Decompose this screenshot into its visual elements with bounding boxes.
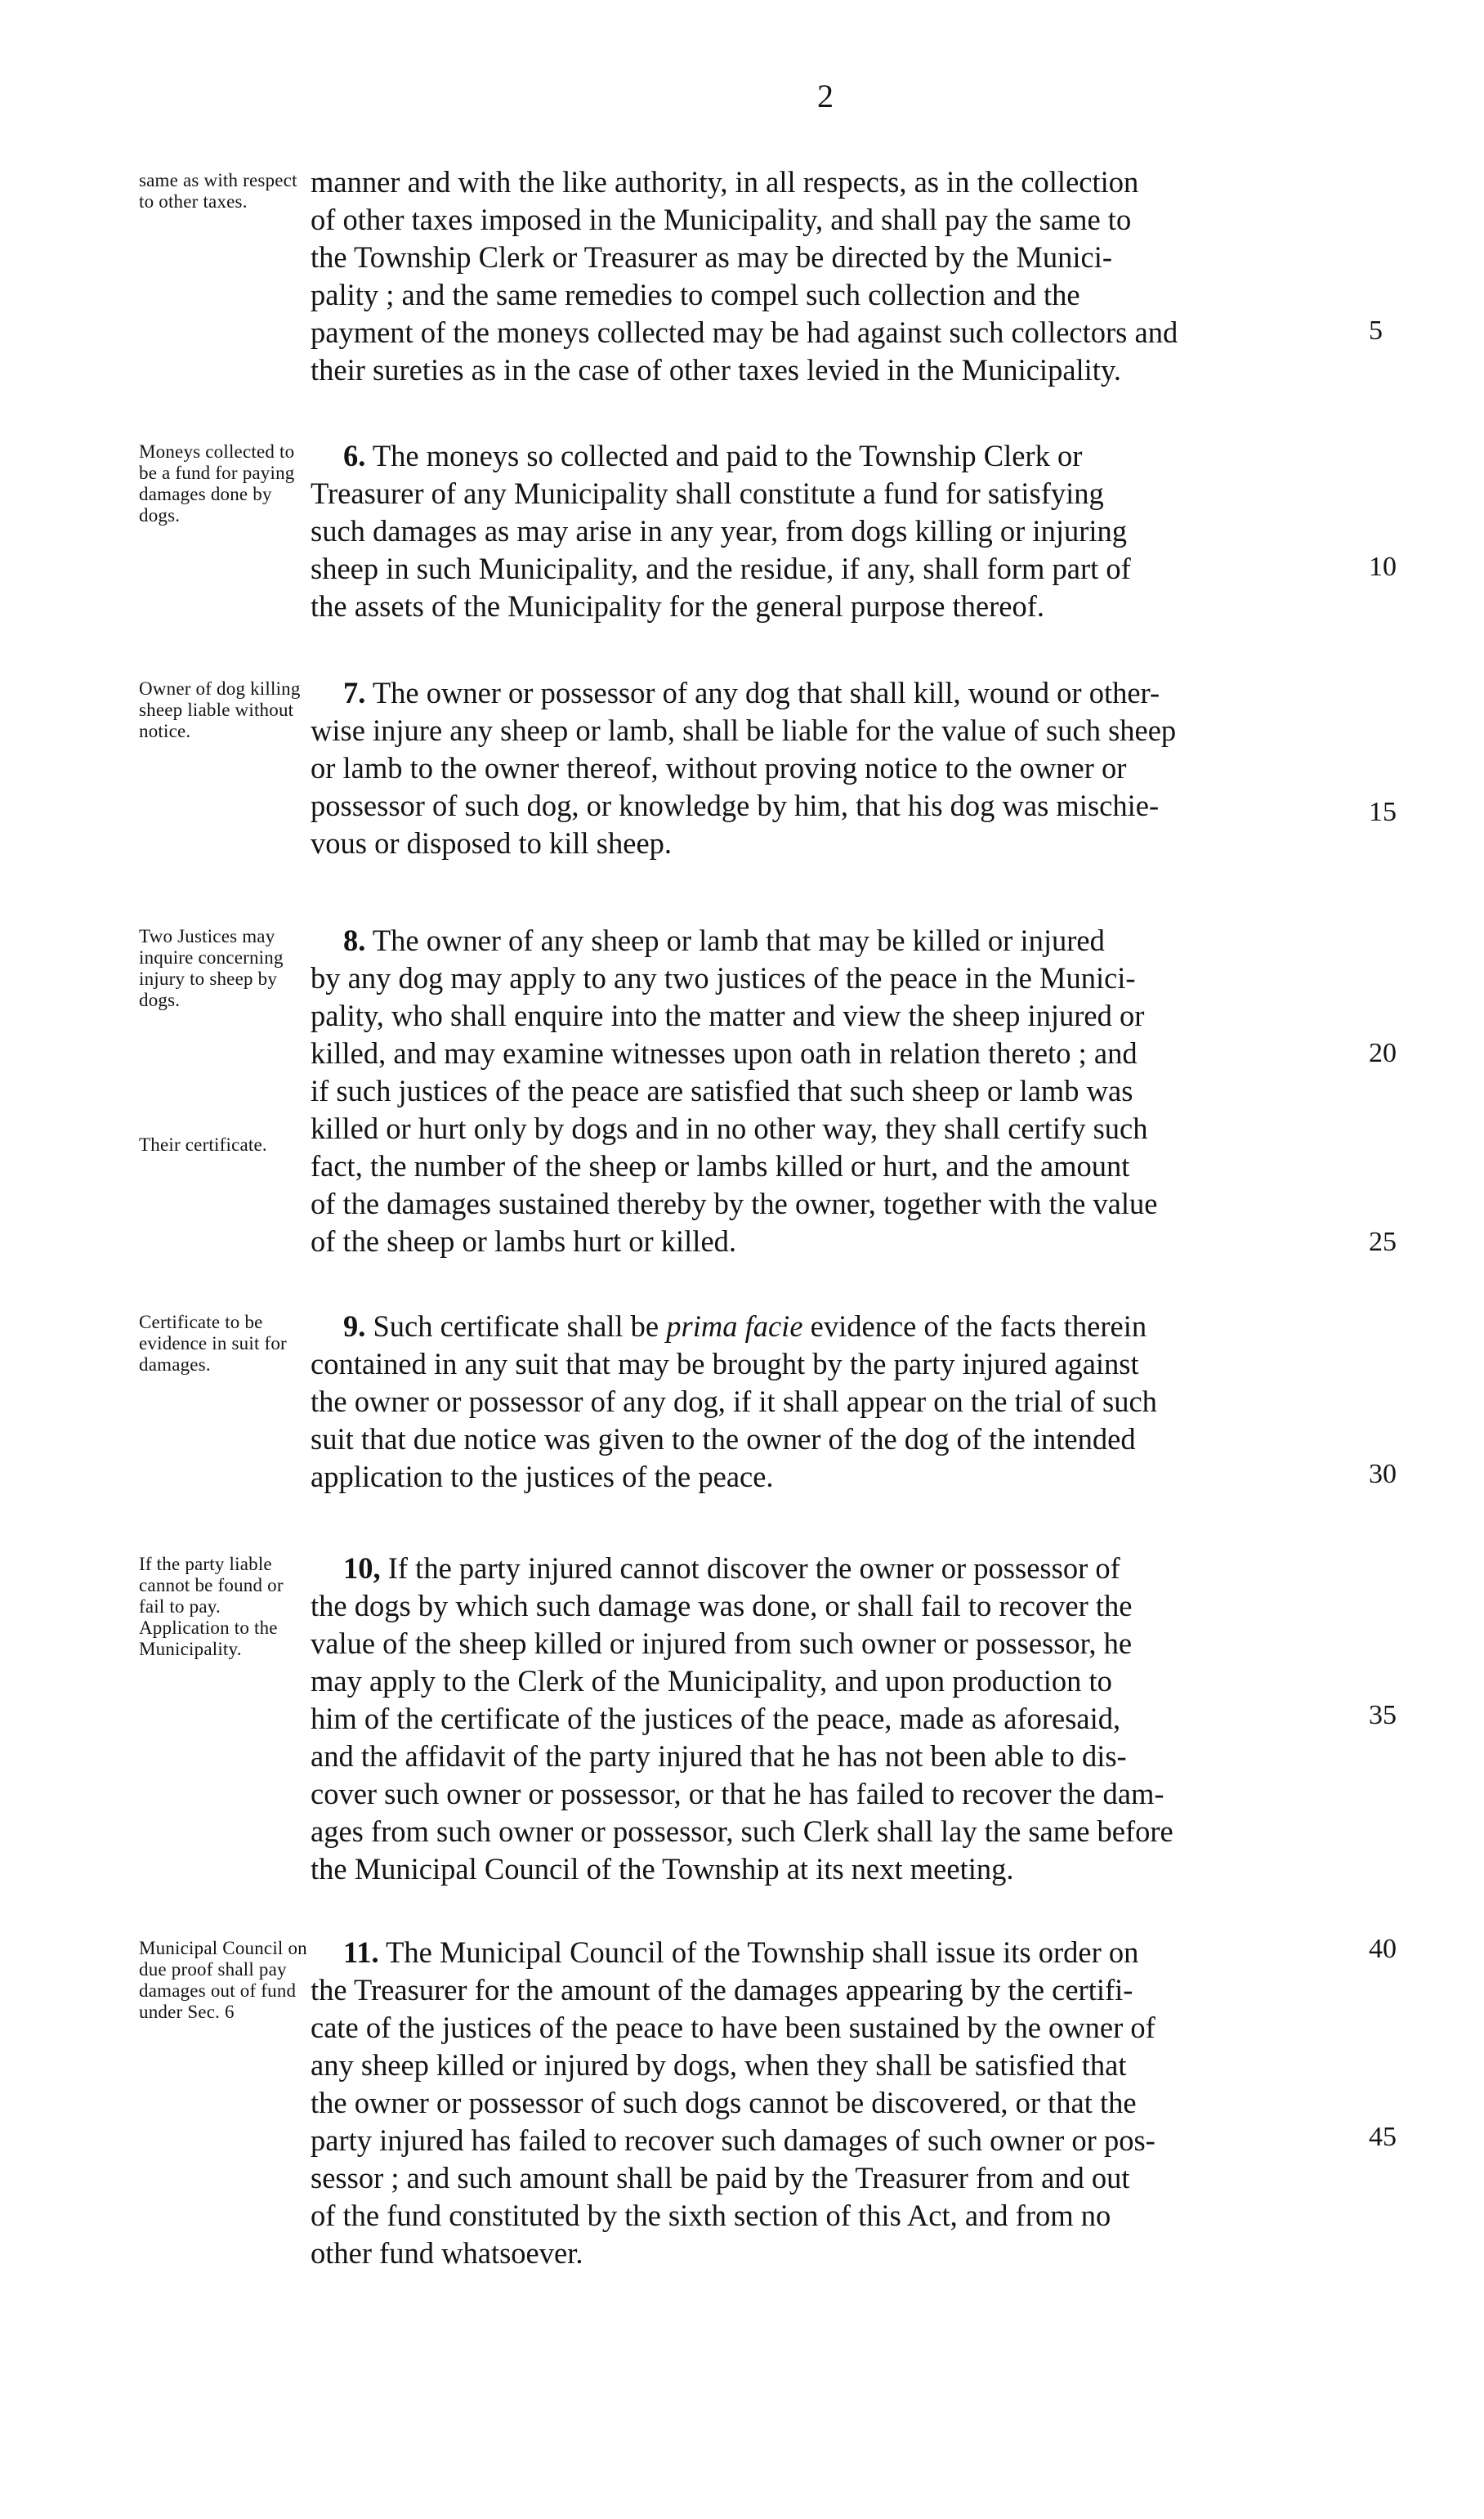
text-line: killed, and may examine witnesses upon oath in relation thereto ; and [311, 1036, 1138, 1070]
text-line: 9. Such certificate shall be prima facie evidence of the facts therein [343, 1309, 1147, 1343]
text-line: Treasurer of any Municipality shall constitute a fund for satisfying [311, 477, 1104, 510]
text-line: ages from such owner or possessor, such Clerk shall lay the same before [311, 1814, 1173, 1848]
text-line: or lamb to the owner thereof, without proving notice to the owner or [311, 751, 1127, 785]
text-line: the Township Clerk or Treasurer as may be directed by the Munici- [311, 240, 1113, 274]
text-line: such damages as may arise in any year, from dogs killing or injuring [311, 514, 1128, 548]
text-line: contained in any suit that may be brought by the party injured against [311, 1347, 1139, 1380]
text-line: any sheep killed or injured by dogs, when they shall be satisfied that [311, 2048, 1127, 2082]
text-line: pality, who shall enquire into the matter and view the sheep injured or [311, 999, 1145, 1032]
margin-note: Moneys collected to be a fund for paying damages done by dogs. [139, 441, 295, 526]
text-line: the owner or possessor of such dogs cannot be discovered, or that the [311, 2086, 1137, 2119]
section-number: 10, [343, 1551, 381, 1585]
line-number: 40 [1369, 1934, 1397, 1964]
line-number: 5 [1369, 315, 1383, 346]
section-body [311, 1934, 1365, 2272]
text-line: sheep in such Municipality, and the residue, if any, shall form part of [311, 552, 1131, 585]
text-line: the assets of the Municipality for the general purpose thereof. [311, 589, 1045, 623]
text-line: suit that due notice was given to the owner of the dog of the intended [311, 1422, 1136, 1456]
text-line: the Municipal Council of the Township at its next meeting. [311, 1852, 1014, 1886]
margin-note: Two Justices may inquire concerning injury to sheep by dogs. [139, 926, 284, 1010]
text-line: him of the certificate of the justices of the peace, made as aforesaid, [311, 1702, 1121, 1735]
text-line: other fund whatsoever. [311, 2236, 583, 2270]
line-number: 15 [1369, 797, 1397, 827]
text-line: by any dog may apply to any two justices of the peace in the Munici- [311, 961, 1136, 995]
text-line: of the fund constituted by the sixth section of this Act, and from no [311, 2199, 1111, 2232]
text-line: cate of the justices of the peace to have been sustained by the owner of [311, 2011, 1155, 2044]
section-number: 9. [343, 1309, 366, 1343]
text-line: cover such owner or possessor, or that he has failed to recover the dam- [311, 1777, 1164, 1810]
section-body [311, 1550, 1365, 1888]
text-line: value of the sheep killed or injured from such owner or possessor, he [311, 1626, 1133, 1660]
text-line: of other taxes imposed in the Municipality, and shall pay the same to [311, 203, 1132, 236]
text-line: party injured has failed to recover such damages of such owner or pos- [311, 2123, 1155, 2157]
text-line: and the affidavit of the party injured that he has not been able to dis- [311, 1739, 1127, 1773]
text-line: killed or hurt only by dogs and in no other way, they shall certify such [311, 1112, 1148, 1145]
text-line: if such justices of the peace are satisfied that such sheep or lamb was [311, 1074, 1133, 1107]
text-line: sessor ; and such amount shall be paid by the Treasurer from and out [311, 2161, 1130, 2195]
text-line: may apply to the Clerk of the Municipality, and upon production to [311, 1664, 1112, 1698]
text-line: vous or disposed to kill sheep. [311, 826, 673, 860]
text-line: pality ; and the same remedies to compel such collection and the [311, 278, 1080, 311]
text-line: the Treasurer for the amount of the damages appearing by the certifi- [311, 1973, 1133, 2007]
line-number: 45 [1369, 2122, 1397, 2152]
text-line: payment of the moneys collected may be had against such collectors and [311, 315, 1178, 349]
text-line: 10, If the party injured cannot discover the owner or possessor of [343, 1551, 1120, 1585]
text-line: manner and with the like authority, in all respects, as in the collection [311, 165, 1139, 199]
line-number: 25 [1369, 1227, 1397, 1257]
text-line: possessor of such dog, or knowledge by him, that his dog was mischie- [311, 789, 1160, 822]
margin-note: Owner of dog killing sheep liable without notice. [139, 678, 301, 741]
section-body [311, 922, 1365, 1260]
section-body [311, 437, 1365, 625]
text-line: wise injure any sheep or lamb, shall be liable for the value of such sheep [311, 714, 1177, 747]
margin-note: If the party liable cannot be found or fail to pay. Application to the Municipality. [139, 1554, 284, 1659]
section-number: 11. [343, 1935, 379, 1969]
margin-note: Certificate to be evidence in suit for damages. [139, 1312, 287, 1375]
line-number: 10 [1369, 552, 1397, 582]
text-line: fact, the number of the sheep or lambs killed or hurt, and the amount [311, 1149, 1130, 1183]
text-line: the dogs by which such damage was done, or shall fail to recover the [311, 1589, 1133, 1622]
italic-term: prima facie [666, 1309, 803, 1343]
text-line: their sureties as in the case of other taxes levied in the Municipality. [311, 353, 1121, 387]
text-line: 11. The Municipal Council of the Township shall issue its order on [343, 1935, 1139, 1969]
text-line: 6. The moneys so collected and paid to the Township Clerk or [343, 439, 1083, 472]
section-number: 7. [343, 676, 366, 709]
margin-note: Their certificate. [139, 1134, 267, 1155]
section-number: 6. [343, 439, 366, 472]
section-body [311, 674, 1365, 862]
line-number: 20 [1369, 1038, 1397, 1068]
margin-note: Municipal Council on due proof shall pay damages out of fund under Sec. 6 [139, 1938, 307, 2022]
page-number: 2 [817, 78, 834, 114]
section-number: 8. [343, 924, 366, 957]
text-line: of the damages sustained thereby by the owner, together with the value [311, 1187, 1158, 1220]
text-line: application to the justices of the peace. [311, 1460, 774, 1493]
line-number: 30 [1369, 1459, 1397, 1489]
text-line: 7. The owner or possessor of any dog that shall kill, wound or other- [343, 676, 1160, 709]
section-body [311, 1308, 1365, 1496]
line-number: 35 [1369, 1700, 1397, 1730]
text-line: 8. The owner of any sheep or lamb that may be killed or injured [343, 924, 1105, 957]
text-line: the owner or possessor of any dog, if it shall appear on the trial of such [311, 1385, 1157, 1418]
section-body [311, 163, 1365, 389]
text-line: of the sheep or lambs hurt or killed. [311, 1224, 737, 1258]
margin-note: same as with respect to other taxes. [139, 170, 297, 212]
